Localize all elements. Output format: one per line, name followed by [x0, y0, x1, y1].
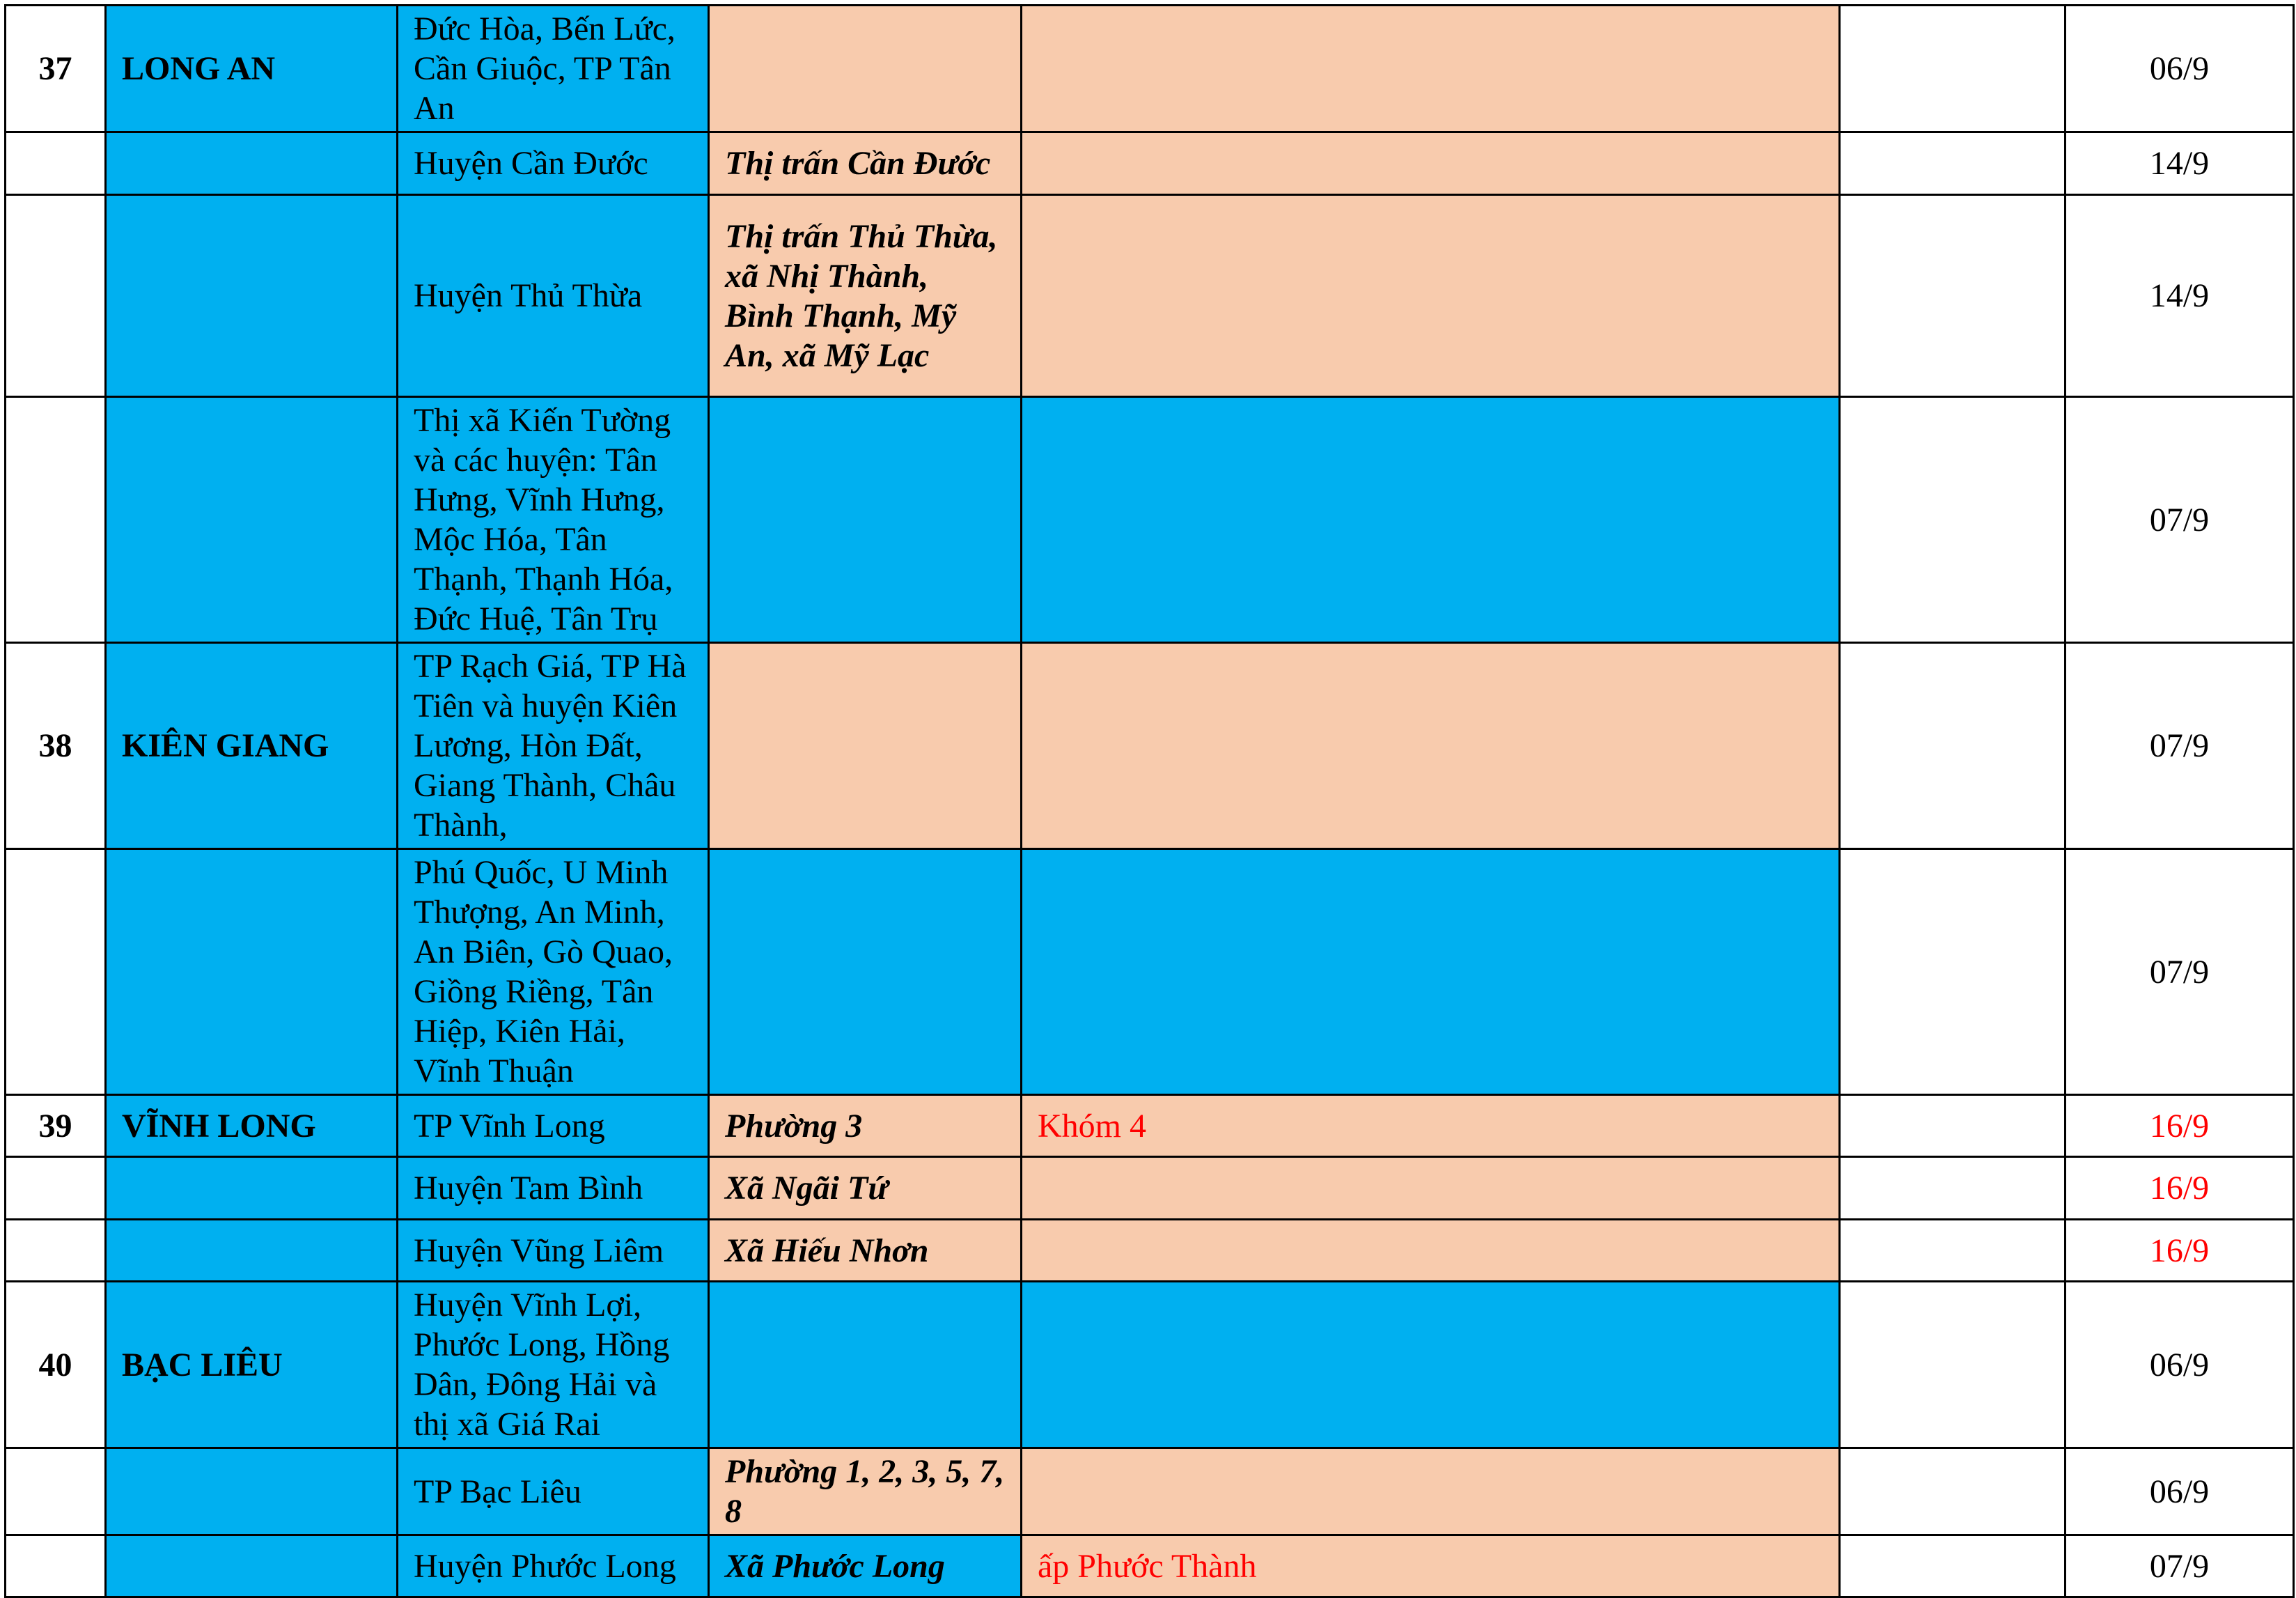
- province-cell: [106, 195, 398, 397]
- date-cell: 07/9: [2065, 1535, 2294, 1597]
- commune-cell: [709, 849, 1022, 1095]
- date-cell: 07/9: [2065, 643, 2294, 849]
- commune-cell: Xã Hiếu Nhơn: [709, 1220, 1022, 1282]
- date-cell: 14/9: [2065, 132, 2294, 195]
- hamlet-cell: ấp Phước Thành: [1022, 1535, 1840, 1597]
- hamlet-cell: Khóm 4: [1022, 1095, 1840, 1157]
- empty-cell: [1840, 132, 2065, 195]
- province-cell: [106, 132, 398, 195]
- date-cell: 14/9: [2065, 195, 2294, 397]
- table-row: [6, 1282, 2294, 1448]
- hamlet-cell: [1022, 643, 1840, 849]
- commune-cell: [709, 6, 1022, 132]
- empty-cell: [1840, 1535, 2065, 1597]
- date-cell: 16/9: [2065, 1157, 2294, 1220]
- commune-cell: [709, 643, 1022, 849]
- commune-cell: Thị trấn Thủ Thừa, xã Nhị Thành, Bình Thạnh, Mỹ An, xã Mỹ Lạc: [709, 195, 1022, 397]
- district-cell: Huyện Vĩnh Lợi, Phước Long, Hồng Dân, Đông Hải và thị xã Giá Rai: [398, 1282, 709, 1448]
- hamlet-cell: [1022, 132, 1840, 195]
- commune-cell: Thị trấn Cần Đước: [709, 132, 1022, 195]
- table-row: [6, 1095, 2294, 1157]
- date-cell: 06/9: [2065, 6, 2294, 132]
- province-cell: [106, 1448, 398, 1535]
- stt-cell: [6, 1220, 106, 1282]
- table-row: [6, 6, 2294, 132]
- stt-cell: [6, 1448, 106, 1535]
- date-cell: 07/9: [2065, 397, 2294, 643]
- province-cell: KIÊN GIANG: [106, 643, 398, 849]
- district-cell: Huyện Vũng Liêm: [398, 1220, 709, 1282]
- province-cell: [106, 849, 398, 1095]
- empty-cell: [1840, 6, 2065, 132]
- table-row: [6, 849, 2294, 1095]
- district-cell: TP Vĩnh Long: [398, 1095, 709, 1157]
- table-row: [6, 1220, 2294, 1282]
- commune-cell: Xã Ngãi Tứ: [709, 1157, 1022, 1220]
- hamlet-cell: [1022, 195, 1840, 397]
- stt-cell: [6, 849, 106, 1095]
- stt-cell: 40: [6, 1282, 106, 1448]
- province-cell: BẠC LIÊU: [106, 1282, 398, 1448]
- table-row: [6, 132, 2294, 195]
- hamlet-cell: [1022, 6, 1840, 132]
- empty-cell: [1840, 1095, 2065, 1157]
- table-row: [6, 1157, 2294, 1220]
- stt-cell: [6, 195, 106, 397]
- empty-cell: [1840, 1220, 2065, 1282]
- district-cell: Phú Quốc, U Minh Thượng, An Minh, An Biên, Gò Quao, Giồng Riềng, Tân Hiệp, Kiên Hải, Vĩnh Thuận: [398, 849, 709, 1095]
- table-row: [6, 195, 2294, 397]
- empty-cell: [1840, 397, 2065, 643]
- district-cell: Huyện Thủ Thừa: [398, 195, 709, 397]
- empty-cell: [1840, 643, 2065, 849]
- hamlet-cell: [1022, 1448, 1840, 1535]
- province-cell: [106, 397, 398, 643]
- stt-cell: [6, 1157, 106, 1220]
- hamlet-cell: [1022, 1282, 1840, 1448]
- table-row: [6, 397, 2294, 643]
- date-cell: 06/9: [2065, 1282, 2294, 1448]
- hamlet-cell: [1022, 1220, 1840, 1282]
- stt-cell: [6, 1535, 106, 1597]
- district-cell: Huyện Cần Đước: [398, 132, 709, 195]
- zone-table: [4, 4, 2295, 1598]
- district-cell: Đức Hòa, Bến Lức, Cần Giuộc, TP Tân An: [398, 6, 709, 132]
- date-cell: 16/9: [2065, 1220, 2294, 1282]
- district-cell: TP Bạc Liêu: [398, 1448, 709, 1535]
- empty-cell: [1840, 195, 2065, 397]
- district-cell: TP Rạch Giá, TP Hà Tiên và huyện Kiên Lương, Hòn Đất, Giang Thành, Châu Thành,: [398, 643, 709, 849]
- commune-cell: Phường 3: [709, 1095, 1022, 1157]
- empty-cell: [1840, 849, 2065, 1095]
- date-cell: 07/9: [2065, 849, 2294, 1095]
- hamlet-cell: [1022, 397, 1840, 643]
- province-cell: VĨNH LONG: [106, 1095, 398, 1157]
- date-cell: 06/9: [2065, 1448, 2294, 1535]
- table-row: [6, 643, 2294, 849]
- empty-cell: [1840, 1448, 2065, 1535]
- province-cell: [106, 1220, 398, 1282]
- commune-cell: Xã Phước Long: [709, 1535, 1022, 1597]
- empty-cell: [1840, 1157, 2065, 1220]
- province-cell: [106, 1157, 398, 1220]
- province-cell: LONG AN: [106, 6, 398, 132]
- empty-cell: [1840, 1282, 2065, 1448]
- commune-cell: [709, 397, 1022, 643]
- stt-cell: 37: [6, 6, 106, 132]
- table-row: [6, 1535, 2294, 1597]
- province-cell: [106, 1535, 398, 1597]
- stt-cell: [6, 397, 106, 643]
- district-cell: Huyện Phước Long: [398, 1535, 709, 1597]
- district-cell: Thị xã Kiến Tường và các huyện: Tân Hưng, Vĩnh Hưng, Mộc Hóa, Tân Thạnh, Thạnh Hóa, Đức Huệ, Tân Trụ: [398, 397, 709, 643]
- table-row: [6, 1448, 2294, 1535]
- stt-cell: 38: [6, 643, 106, 849]
- hamlet-cell: [1022, 1157, 1840, 1220]
- stt-cell: [6, 132, 106, 195]
- commune-cell: Phường 1, 2, 3, 5, 7, 8: [709, 1448, 1022, 1535]
- hamlet-cell: [1022, 849, 1840, 1095]
- commune-cell: [709, 1282, 1022, 1448]
- date-cell: 16/9: [2065, 1095, 2294, 1157]
- district-cell: Huyện Tam Bình: [398, 1157, 709, 1220]
- stt-cell: 39: [6, 1095, 106, 1157]
